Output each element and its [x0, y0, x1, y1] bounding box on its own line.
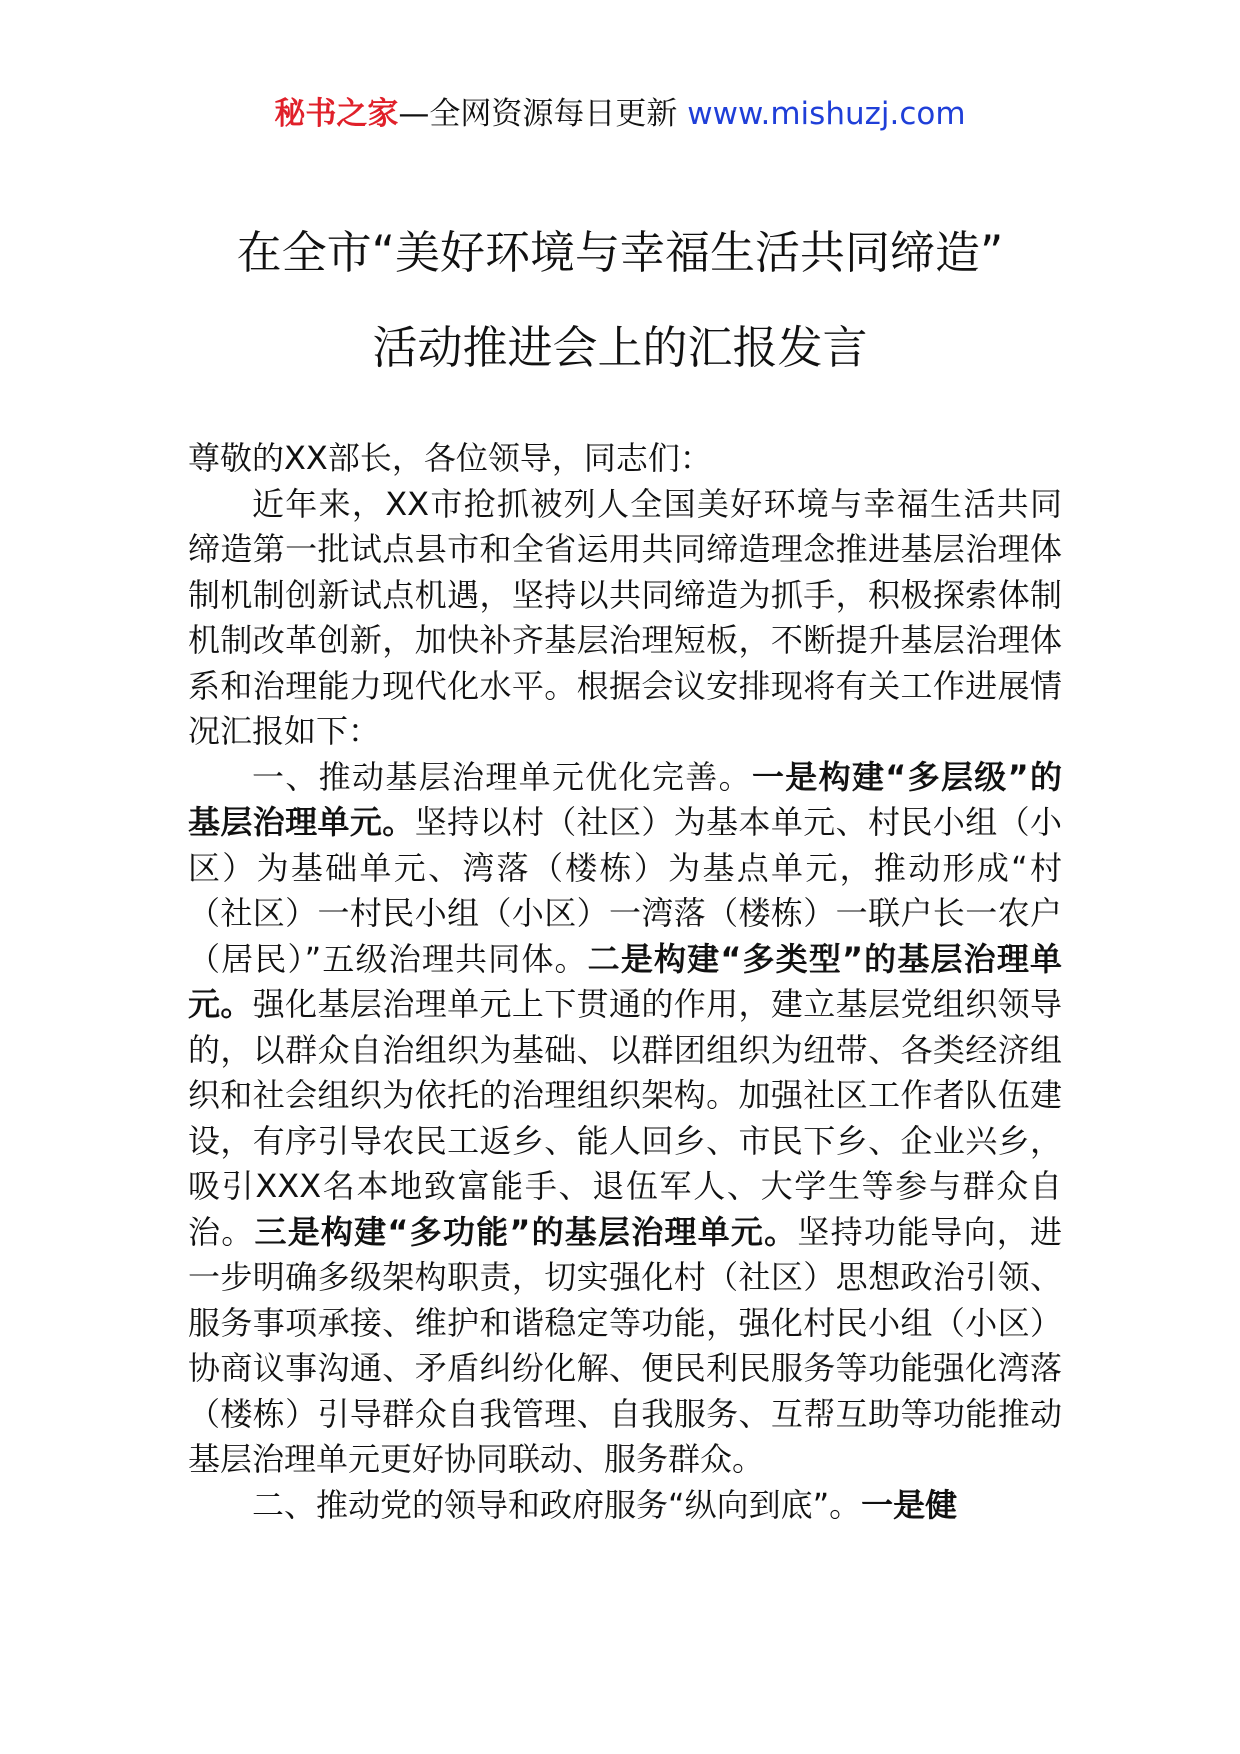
paragraph-section-2 [188, 1483, 1062, 1529]
title-line-1: 在全市“美好环境与幸福生活共同缔造” [236, 226, 1004, 279]
section-1-point-1-text: 坚持以村（社区）为基本单元、村民小组（小区）为基础单元、湾落（楼栋）为基点单元，推动形成“村（社区）一村民小组（小区）一湾落（楼栋）一联户长一农户（居民）”五级治理共同体。 [188, 803, 1062, 978]
watermark-header [0, 94, 1240, 134]
section-1-point-2-text: 强化基层治理单元上下贯通的作用，建立基层党组织领导的，以群众自治组织为基础、以群团组织为纽带、各类经济组织和社会组织为依托的治理组织架构。加强社区工作者队伍建设，有序引导农民工返乡、能人回乡、市民下乡、企业兴乡，吸引XXX名本地致富能手、退伍军人、大学生等参与群众自治。 [188, 985, 1062, 1251]
section-1-point-2-heading: 二是构建“多类型”的基层治理单元。 [188, 939, 1062, 1023]
title-line-2: 活动推进会上的汇报发言 [372, 321, 868, 374]
document-title [0, 205, 1240, 395]
section-1-heading: 一、推动基层治理单元优化完善。 [252, 757, 752, 796]
paragraph-intro: 近年来，XX市抢抓被列人全国美好环境与幸福生活共同缔造第一批试点县市和全省运用共同缔造理念推进基层治理体制机制创新试点机遇，坚持以共同缔造为抓手，积极探索体制机制改革创新，加快补齐基层治理短板，不断提升基层治理体系和治理能力现代化水平。根据会议安排现将有关工作进展情况汇报如下： [188, 484, 1062, 750]
section-1-point-3-heading: 三是构建“多功能”的基层治理单元。 [254, 1212, 798, 1251]
site-name: 秘书之家 [274, 96, 399, 132]
site-url[interactable]: www.mishuzj.com [687, 96, 966, 132]
salutation: 尊敬的XX部长，各位领导，同志们： [188, 439, 712, 477]
section-1-point-3-text: 坚持功能导向，进一步明确多级架构职责，切实强化村（社区）思想政治引领、服务事项承接、维护和谐稳定等功能，强化村民小组（小区）协商议事沟通、矛盾纠纷化解、便民利民服务等功能强化湾落（楼栋）引导群众自我管理、自我服务、互帮互助等功能推动基层治理单元更好协同联动、服务群众。 [188, 1212, 1062, 1478]
document-body [188, 436, 1062, 1528]
section-2-point-1-heading: 一是健 [861, 1485, 958, 1524]
section-1-point-1-heading: 一是构建“多层级”的基层治理单元。 [188, 757, 1062, 841]
section-2-heading: 二、推动党的领导和政府服务“纵向到底”。 [252, 1485, 862, 1524]
site-tagline: —全网资源每日更新 [398, 96, 688, 132]
paragraph-section-1 [188, 755, 1062, 1483]
